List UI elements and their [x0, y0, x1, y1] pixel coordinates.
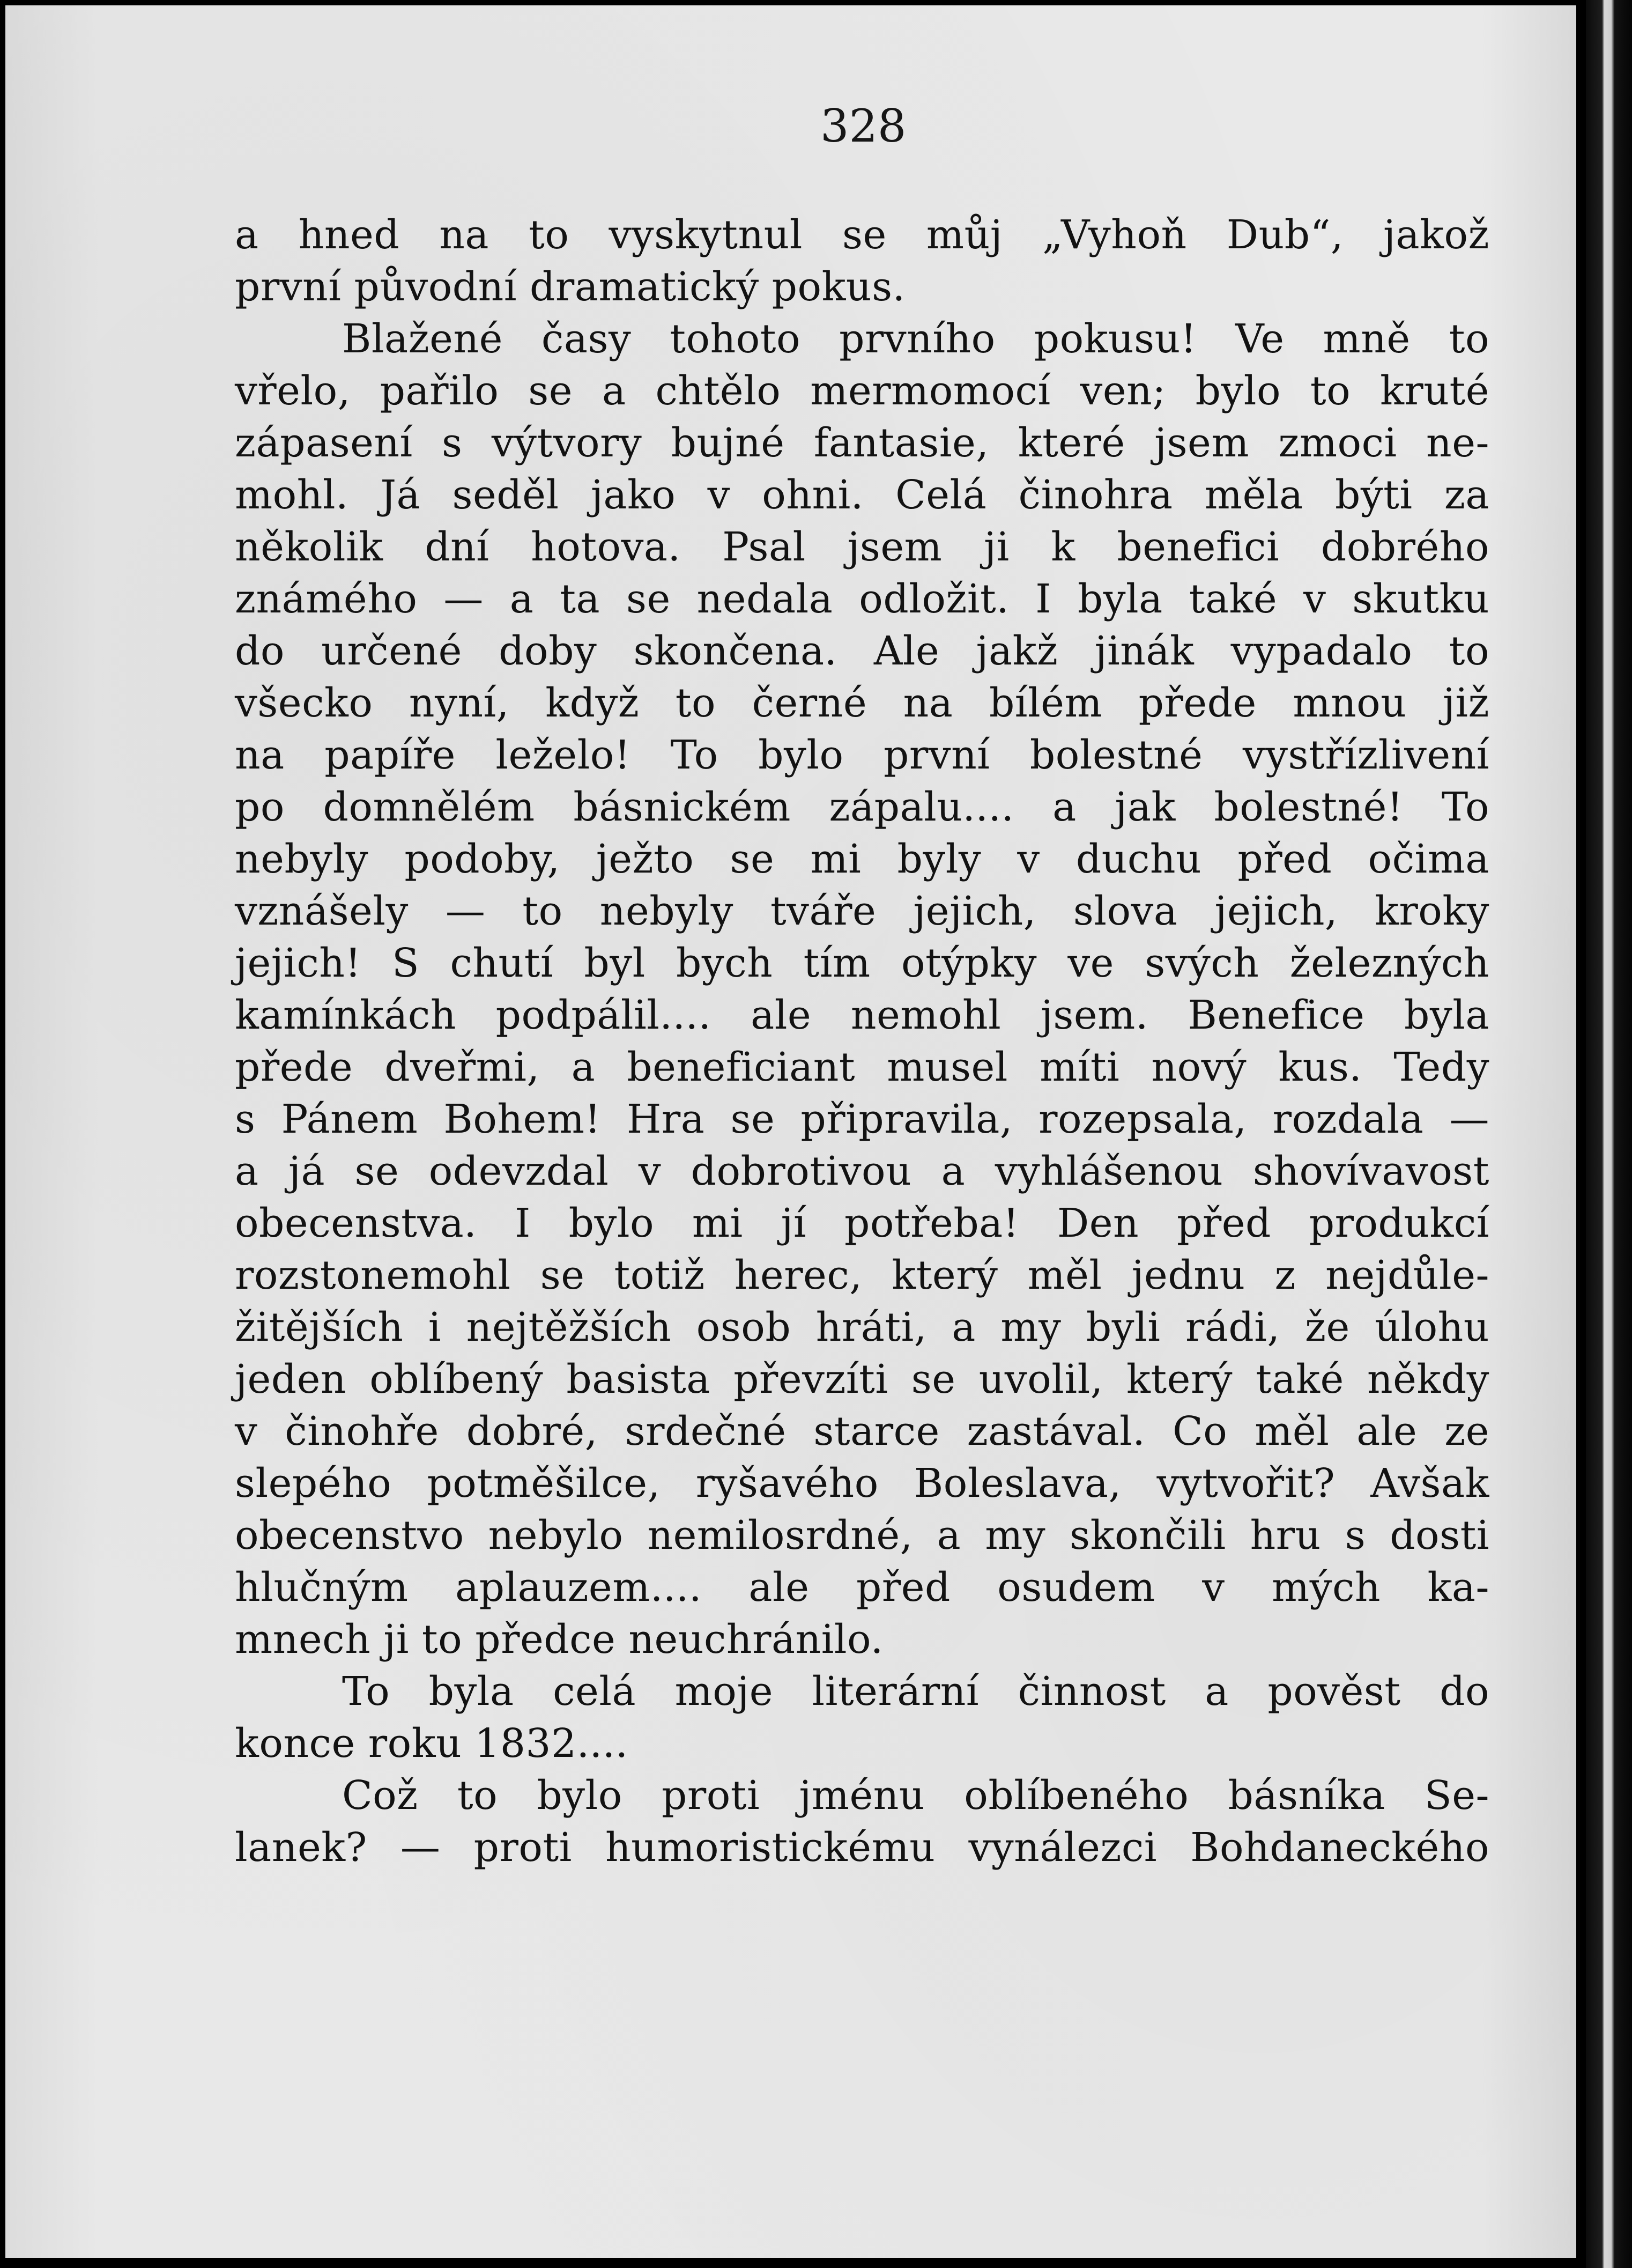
text-line: všecko nyní, když to černé na bílém přede mnou již [235, 680, 1489, 726]
text-line: do určené doby skončena. Ale jakž jinák vypadalo to [235, 628, 1489, 674]
paper-sheet [5, 5, 1576, 2258]
text-line: mnech ji to předce neuchránilo. [235, 1616, 884, 1663]
text-line: jeden oblíbený basista převzíti se uvolil, který také někdy [235, 1356, 1489, 1402]
text-line: na papíře leželo! To bylo první bolestné vystřízlivení [235, 732, 1489, 778]
text-line: mohl. Já seděl jako v ohni. Celá činohra měla býti za [235, 472, 1489, 518]
text-line: obecenstvo nebylo nemilosrdné, a my skončili hru s dosti [235, 1512, 1489, 1558]
body-text [235, 209, 1489, 1874]
text-line: první původní dramatický pokus. [235, 264, 906, 310]
text-line: žitějších i nejtěžších osob hráti, a my byli rádi, že úlohu [235, 1304, 1489, 1350]
page-number: 328 [820, 100, 907, 152]
text-line: a hned na to vyskytnul se můj „Vyhoň Dub“, jakož [235, 212, 1489, 258]
text-line: Což to bylo proti jménu oblíbeného básníka Se- [342, 1772, 1489, 1819]
text-line: hlučným aplauzem.... ale před osudem v mých ka- [235, 1564, 1489, 1610]
text-line: slepého potměšilce, ryšavého Boleslava, vytvořit? Avšak [235, 1460, 1489, 1506]
text-line: jejich! S chutí byl bych tím otýpky ve svých železných [235, 940, 1489, 986]
text-line: vřelo, pařilo se a chtělo mermomocí ven; bylo to kruté [235, 368, 1489, 414]
scan-border [1586, 0, 1632, 2268]
text-line: lanek? — proti humoristickému vynálezci Bohdaneckého [235, 1824, 1489, 1871]
text-line: známého — a ta se nedala odložit. I byla také v skutku [235, 576, 1489, 622]
text-line: několik dní hotova. Psal jsem ji k benefici dobrého [235, 524, 1489, 570]
text-line: v činohře dobré, srdečné starce zastával. Co měl ale ze [235, 1408, 1489, 1454]
text-line: po domnělém básnickém zápalu.... a jak bolestné! To [235, 784, 1489, 830]
text-line: zápasení s výtvory bujné fantasie, které jsem zmoci ne- [235, 420, 1489, 466]
text-line: rozstonemohl se totiž herec, který měl jednu z nejdůle- [235, 1252, 1489, 1298]
text-line: To byla celá moje literární činnost a pověst do [342, 1668, 1489, 1715]
text-line: vznášely — to nebyly tváře jejich, slova jejich, kroky [235, 888, 1489, 934]
text-line: Blažené časy tohoto prvního pokusu! Ve mně to [342, 316, 1489, 362]
text-line: konce roku 1832.... [235, 1720, 628, 1767]
text-line: a já se odevzdal v dobrotivou a vyhlášenou shovívavost [235, 1148, 1489, 1194]
text-line: obecenstva. I bylo mi jí potřeba! Den před produkcí [235, 1200, 1489, 1246]
text-line: nebyly podoby, ježto se mi byly v duchu před očima [235, 836, 1489, 882]
text-line: přede dveřmi, a beneficiant musel míti nový kus. Tedy [235, 1044, 1489, 1090]
text-line: s Pánem Bohem! Hra se připravila, rozepsala, rozdala — [235, 1096, 1489, 1142]
text-line: kamínkách podpálil.... ale nemohl jsem. Benefice byla [235, 992, 1489, 1038]
